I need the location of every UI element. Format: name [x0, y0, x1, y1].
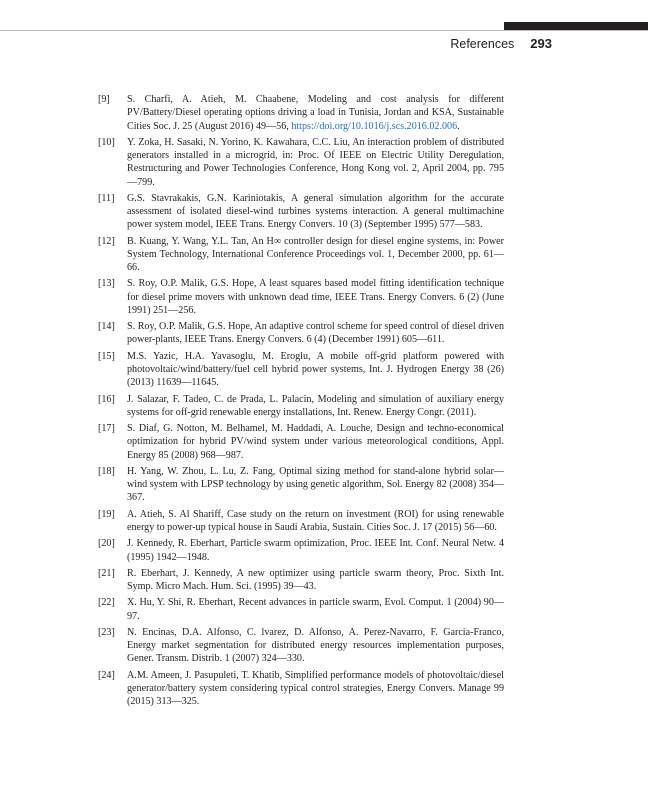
reference-body: R. Eberhart, J. Kennedy, A new optimizer using particle swarm theory, Proc. Sixth Int. Symp. Micro Mach. Hum. Sci. (1995) 39—43. — [127, 567, 504, 593]
reference-body: M.S. Yazic, H.A. Yavasoglu, M. Eroglu, A mobile off-grid platform powered with photovoltaic/wind/battery/fuel cell hybrid power systems, Int. J. Hydrogen Energy 38 (26) (2013) 11639—11645. — [127, 350, 504, 389]
reference-text — [127, 192, 504, 232]
reference-text — [127, 277, 504, 317]
reference-text — [127, 596, 504, 623]
reference-number: [15] — [98, 350, 115, 362]
reference-item — [98, 465, 504, 505]
reference-text — [127, 626, 504, 666]
reference-item — [98, 508, 504, 535]
reference-item — [98, 567, 504, 594]
reference-item — [98, 669, 504, 709]
reference-item — [98, 93, 504, 133]
reference-text — [127, 235, 504, 275]
reference-body: B. Kuang, Y. Wang, Y.L. Tan, An H∞ controller design for diesel engine systems, in: Power System Technology, International Conference Proceedings vol. 1, December 2000, pp. 61—66. — [127, 235, 504, 274]
reference-number: [16] — [98, 393, 115, 405]
reference-text — [127, 465, 504, 505]
header-rule — [0, 30, 648, 31]
reference-body: Y. Zoka, H. Sasaki, N. Yorino, K. Kawahara, C.C. Liu, An interaction problem of distributed generators installed in a microgrid, in: Proc. Of IEEE on Electric Utility Deregulation, Restructuring and Power Technologies Conference, Hong Kong vol. 2, April 2004, pp. 795—799. — [127, 136, 504, 188]
reference-number: [9] — [98, 94, 110, 105]
reference-item — [98, 393, 504, 420]
reference-item — [98, 136, 504, 189]
reference-body: X. Hu, Y. Shi, R. Eberhart, Recent advances in particle swarm, Evol. Comput. 1 (2004) 90—97. — [127, 597, 504, 622]
reference-number: [10] — [98, 136, 115, 148]
reference-number: [11] — [98, 192, 115, 204]
reference-item — [98, 235, 504, 275]
reference-body: G.S. Stavrakakis, G.N. Kariniotakis, A general simulation algorithm for the accurate assessment of isolated diesel-wind turbines systems interaction. A general multimachine power system model, IEEE Trans. Energy Convers. 10 (3) (September 1995) 577—583. — [127, 192, 504, 231]
reference-body: A.M. Ameen, J. Pasupuleti, T. Khatib, Simplified performance models of photovoltaic/diesel generator/battery system considering typical control strategies, Energy Convers. Manage 99 (2015) 313—325. — [127, 669, 504, 708]
reference-text — [127, 422, 504, 462]
reference-text — [127, 508, 504, 535]
reference-text — [127, 393, 504, 420]
reference-body: J. Kennedy, R. Eberhart, Particle swarm optimization, Proc. IEEE Int. Conf. Neural Netw. 4 (1995) 1942—1948. — [127, 538, 504, 563]
reference-item — [98, 626, 504, 666]
reference-item — [98, 422, 504, 462]
reference-body: S. Roy, O.P. Malik, G.S. Hope, An adaptive control scheme for speed control of diesel driven power-plants, IEEE Trans. Energy Convers. 6 (4) (December 1991) 605—611. — [127, 321, 504, 346]
page-number: 293 — [530, 36, 552, 51]
reference-number: [13] — [98, 278, 115, 290]
reference-item — [98, 350, 504, 390]
reference-number: [17] — [98, 423, 115, 435]
reference-number: [18] — [98, 465, 115, 477]
reference-body: H. Yang, W. Zhou, L. Lu, Z. Fang, Optimal sizing method for stand-alone hybrid solar—wind system with LPSP technology by using genetic algorithm, Sol. Energy 82 (2008) 354—367. — [127, 465, 504, 504]
reference-number: [20] — [98, 538, 115, 550]
reference-body: A. Atieh, S. Al Shariff, Case study on the return on investment (ROI) for using renewable energy to power-up typical house in Saudi Arabia, Sustain. Cities Soc. J. 17 (2015) 56—60. — [127, 508, 504, 533]
running-head-section: References — [450, 37, 515, 51]
reference-number: [24] — [98, 669, 115, 681]
reference-number: [22] — [98, 597, 115, 609]
reference-number: [14] — [98, 321, 115, 333]
reference-trailer: . — [457, 120, 460, 132]
reference-item — [98, 192, 504, 232]
reference-body: J. Salazar, F. Tadeo, C. de Prada, L. Palacin, Modeling and simulation of auxiliary energy systems for off-grid renewable energy installations, Int. Renew. Energy Congr. (2011). — [127, 393, 504, 418]
reference-text — [127, 350, 504, 390]
reference-text — [127, 567, 504, 594]
header-accent-bar — [504, 22, 648, 30]
reference-text — [127, 320, 504, 347]
reference-number: [23] — [98, 626, 115, 638]
reference-body: S. Charfi, A. Atieh, M. Chaabene, Modeling and cost analysis for different PV/Battery/Diesel operating options driving a load in Tunisia, Jordan and KSA, Sustainable Cities Soc. J. 25 (August 2016) 49—56, — [127, 94, 504, 132]
reference-number: [19] — [98, 508, 115, 520]
reference-text — [127, 537, 504, 564]
reference-body: S. Diaf, G. Notton, M. Belhamel, M. Haddadi, A. Louche, Design and techno-economical optimization for hybrid PV/wind system under various meteorological conditions, Appl. Energy 85 (2008) 968—987. — [127, 423, 504, 461]
reference-text — [127, 669, 504, 709]
reference-item — [98, 277, 504, 317]
reference-body: N. Encinas, D.A. Alfonso, C. lvarez, D. Alfonso, A. Perez-Navarro, F. Garcia-Franco, Energy market segmentation for distributed energy resources implementation purposes, Gener. Transm. Distrib. 1 (2007) 324—330. — [127, 626, 504, 665]
reference-item — [98, 320, 504, 347]
reference-number: [12] — [98, 235, 115, 247]
reference-item — [98, 596, 504, 623]
reference-item — [98, 537, 504, 564]
running-head — [450, 36, 552, 51]
reference-text — [127, 136, 504, 189]
reference-number: [21] — [98, 567, 115, 579]
reference-doi-link[interactable]: https://doi.org/10.1016/j.scs.2016.02.006 — [291, 120, 458, 132]
reference-list — [98, 93, 504, 712]
reference-text — [127, 93, 504, 133]
reference-body: S. Roy, O.P. Malik, G.S. Hope, A least squares based model fitting identification technique for diesel prime movers with unknown dead time, IEEE Trans. Energy Convers. 6 (2) (June 1991) 251—256. — [127, 278, 504, 316]
